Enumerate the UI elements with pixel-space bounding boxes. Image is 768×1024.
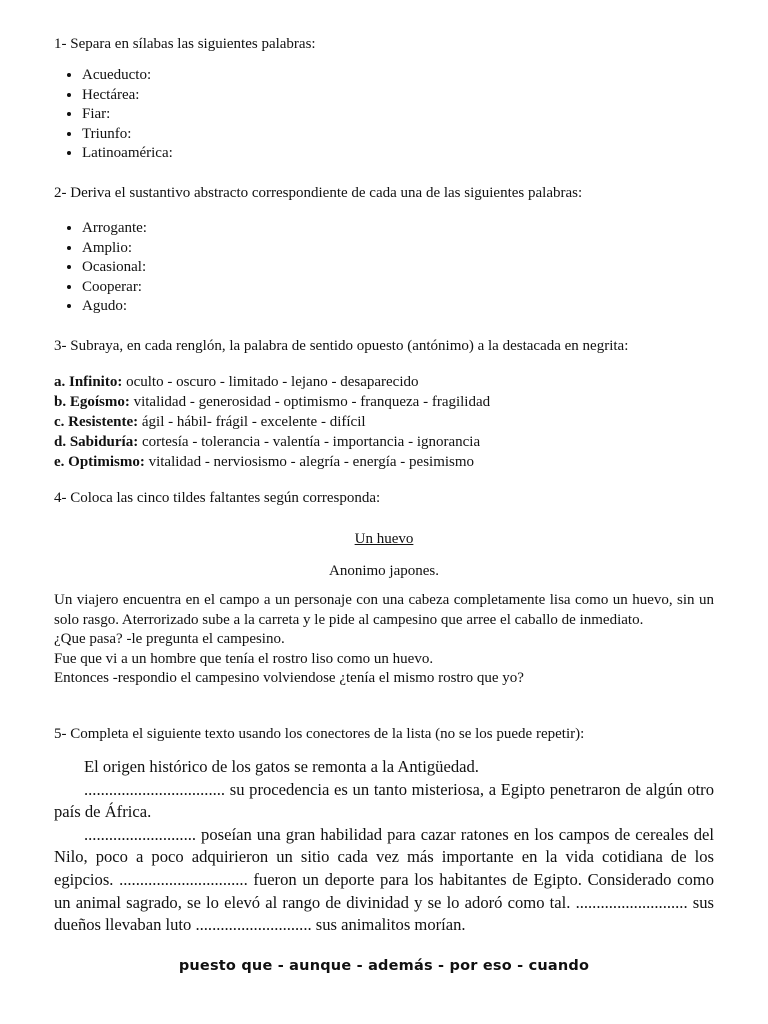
antonym-key: a. Infinito: — [54, 374, 123, 390]
list-item: • Latinoamérica: — [82, 144, 682, 164]
antonym-options: ágil - hábil- frágil - excelente - difícil — [138, 414, 366, 430]
antonym-options: vitalidad - nerviosismo - alegría - energía - pesimismo — [144, 454, 475, 470]
list-item: • Agudo: — [82, 297, 682, 317]
list-item: • Amplio: — [82, 239, 682, 259]
list-item: • Fiar: — [82, 105, 682, 125]
fill-in-paragraph: .................................. su procedencia es un tanto misteriosa, a Egipto penetraron de algún otro país de África. — [54, 779, 714, 822]
antonym-row — [54, 412, 714, 432]
antonym-row — [54, 372, 714, 392]
fill-in-paragraph: ........................... poseían una gran habilidad para cazar ratones en los campos de cereales del Nilo, poco a poco adquirieron un sitio cada vez más importante en la vida cotidiana de los egipcios. ............................... fueron un deporte para los habitantes de Egipto. Considerado como un animal sagrado, se lo elevó al rango de divinidad y se lo adoró como tal. ........................... sus dueños llevaban luto ............................ sus animalitos morían. — [54, 824, 714, 935]
story-line: Un viajero encuentra en el campo a un personaje con una cabeza completamente lisa como un huevo, sin un solo rasgo. Aterrorizado sube a la carreta y le pide al campesino que arree el caballo de inmediato. — [54, 592, 714, 628]
connector-list: puesto que - aunque - además - por eso - cuando — [178, 958, 590, 974]
antonym-key: c. Resistente: — [54, 414, 139, 430]
antonym-rows — [54, 372, 714, 472]
list-item: • Triunfo: — [82, 125, 682, 145]
antonym-options: vitalidad - generosidad - optimismo - franqueza - fragilidad — [129, 394, 491, 410]
list-item: • Hectárea: — [82, 86, 682, 106]
antonym-options: oculto - oscuro - limitado - lejano - desaparecido — [122, 374, 419, 390]
antonym-row — [54, 452, 714, 472]
list-item: • Acueducto: — [82, 66, 682, 86]
question-1-title: 1- Separa en sílabas las siguientes palabras: — [54, 36, 316, 52]
antonym-row — [54, 392, 714, 412]
list-item: • Cooperar: — [82, 278, 682, 298]
question-1-list — [54, 66, 682, 164]
story-line: ¿Que pasa? -le pregunta el campesino. — [54, 631, 285, 648]
fill-in-paragraph: El origen histórico de los gatos se remonta a la Antigüedad. — [84, 757, 479, 776]
question-3-title: 3- Subraya, en cada renglón, la palabra de sentido opuesto (antónimo) a la destacada en negrita: — [54, 338, 629, 354]
question-2-title: 2- Deriva el sustantivo abstracto correspondiente de cada una de las siguientes palabras: — [54, 185, 583, 201]
question-5-title: 5- Completa el siguiente texto usando los conectores de la lista (no se los puede repetir): — [54, 726, 585, 742]
antonym-row — [54, 432, 714, 452]
story-title-text: Un huevo — [354, 531, 414, 547]
list-item: • Arrogante: — [82, 219, 682, 239]
antonym-key: d. Sabiduría: — [54, 434, 139, 450]
story-title — [54, 529, 714, 549]
story-line: Fue que vi a un hombre que tenía el rostro liso como un huevo. — [54, 650, 434, 667]
antonym-key: b. Egoísmo: — [54, 394, 130, 410]
story-author: Anonimo japones. — [329, 563, 439, 579]
antonym-key: e. Optimismo: — [54, 454, 145, 470]
antonym-options: cortesía - tolerancia - valentía - importancia - ignorancia — [138, 434, 481, 450]
story-line: Entonces -respondio el campesino volviendose ¿tenía el mismo rostro que yo? — [54, 670, 524, 687]
list-item: • Ocasional: — [82, 258, 682, 278]
fill-in-text — [54, 756, 714, 937]
story-text — [54, 591, 714, 689]
question-4-title: 4- Coloca las cinco tildes faltantes según corresponda: — [54, 490, 381, 506]
question-2-list — [54, 219, 682, 317]
